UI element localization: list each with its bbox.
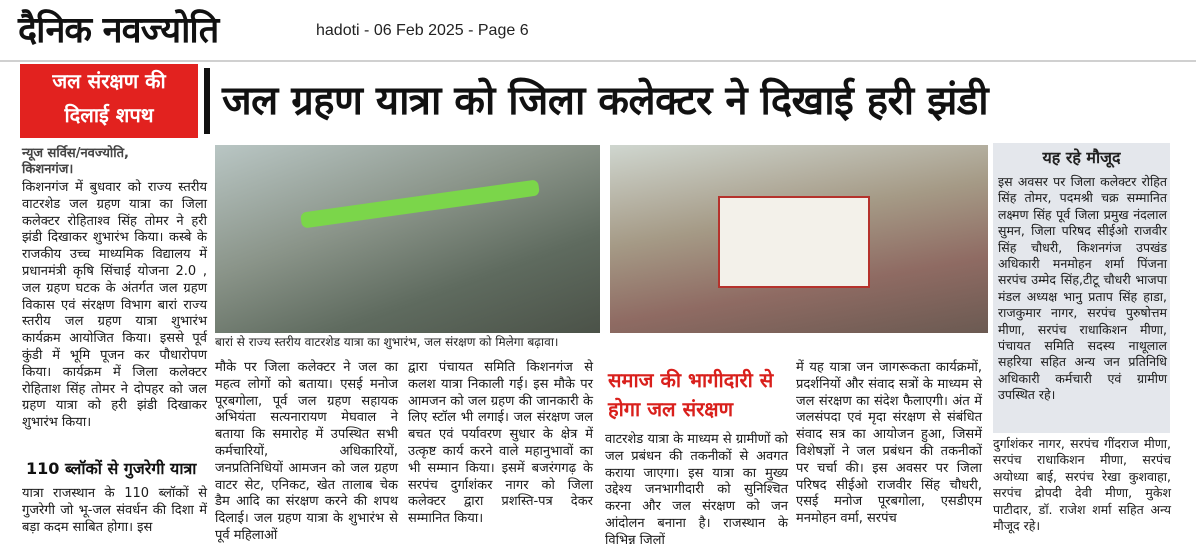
article-column-1b: यात्रा राजस्थान के 110 ब्लॉकों से गुजरेगी जो भू-जल संवर्धन की दिशा में बड़ा कदम साबित होगा। इस bbox=[22, 486, 207, 535]
side-label-line2: दिलाई शपथ bbox=[64, 103, 154, 127]
headline-bar bbox=[204, 68, 210, 134]
sidebar-title: यह रहे मौजूद bbox=[1042, 148, 1121, 167]
article-column-3: द्वारा पंचायत समिति किशनगंज से कलश यात्रा निकाली गई। इस मौके पर आमजन को जल ग्रहण की जानकारी के लिए स्टॉल भी लगाई। जल संरक्षण जल बचत एवं पर्यावरण सुधार के क्षेत्र में उत्कृष्ट कार्य करने वाले महानुभावों का भी सम्मान किया। इसमें बजरंगगढ़ के सरपंच दुर्गाशंकर नागर को जिला कलेक्टर द्वारा प्रशस्ति-पत्र देकर सम्मानित किया। bbox=[408, 360, 593, 527]
article-column-5: में यह यात्रा जन जागरूकता कार्यक्रमों, प्रदर्शनियों और संवाद सत्रों के माध्यम से जल संरक्षण का संदेश फैलाएगी। अंत में जलसंपदा एवं मृदा संरक्षण से संबंधित संवाद सत्र का आयोजन हुआ, जिसमें विशेषज्ञों ने जल प्रबंधन की तकनीकों पर चर्चा की। इस अवसर पर जिला परिषद सीईओ राजवीर सिंह चौधरी, एसई मनोज पूरबगोला, एसडीएम मनमोहन वर्मा, सरपंच bbox=[796, 360, 982, 527]
photo-flag-off bbox=[215, 145, 600, 333]
sidebar-text: इस अवसर पर जिला कलेक्टर रोहित सिंह तोमर, पदमश्री चक्र सम्मानित लक्ष्मण सिंह पूर्व जिला प्रमुख नंदलाल सुमन, जिला परिषद सीईओ राजवीर सिंह चौधरी, किशनगंज उपखंड अधिकारी मनमोहन शर्मा पिंजना सरपंच उम्मेद सिंह,टीटू चौधरी भाजपा मंडल अध्यक्ष भानु प्रताप सिंह हाडा, राजकुमार नागर, सरपंच पुरुषोत्तम मीणा, सरपंच राधाकिशन मीणा, पंचायत समिति सदस्य नाथूलाल सहरिया सहित अन्य जन प्रतिनिधि अधिकारी कर्मचारी एवं ग्रामीण उपस्थित रहे। bbox=[998, 174, 1167, 403]
masthead: दैनिक नवज्योति bbox=[18, 9, 219, 51]
article-column-1: किशनगंज में बुधवार को राज्य स्तरीय वाटरशेड जल ग्रहण यात्रा का जिला कलेक्टर रोहिताश्व सिंह तोमर ने हरी झंडी दिखाकर शुभारंभ किया। कस्बे के राजकीय उच्च माध्यमिक विद्यालय में प्रधानमंत्री कृषि सिंचाई योजना 2.0 , जल ग्रहण घटक के अंतर्गत जल ग्रहण विकास एवं संरक्षण विभाग बारां राज्य स्तरीय जल ग्रहण यात्रा शुभारंभ कार्यक्रम आयोजित किया। इससे पूर्व कुंडी में भूमि पूजन कर पौधारोपण किया। कार्यक्रम में जिला कलेक्टर रोहिताश सिंह तोमर ने दोपहर को जल ग्रहण यात्रा को हरी झंडी दिखाकर शुभारंभ किया। bbox=[22, 180, 207, 431]
byline bbox=[22, 146, 207, 178]
side-label-line1: जल संरक्षण की bbox=[52, 69, 166, 93]
article-column-2: मौके पर जिला कलेक्टर ने जल का महत्व लोगों को बताया। एसई मनोज पूरबगोला, पूर्व जल ग्रहण सहायक अभियंता सत्यनारायण मेघवाल ने बताया कि समारोह में उपस्थित सभी कर्मचारियों, अधिकारियों, जनप्रतिनिधियों आमजन को जल ग्रहण वाटर सेट, एनिकट, खेत तालाब चेक डैम आदि का संरक्षण करने की शपथ दिलाई। जल ग्रहण यात्रा के शुभारंभ से पूर्व महिलाओं bbox=[215, 360, 398, 543]
byline-line2: किशनगंज। bbox=[22, 162, 74, 177]
byline-line1: न्यूज सर्विस/नवज्योति, bbox=[22, 146, 129, 161]
subheading-participation: समाज की भागीदारी से होगा जल संरक्षण bbox=[608, 368, 774, 421]
subheading-blocks: 110 ब्लॉकों से गुजरेगी यात्रा bbox=[26, 459, 197, 478]
photo-caption: बारां से राज्य स्तरीय वाटरशेड यात्रा का शुभारंभ, जल संरक्षण को मिलेगा बढ़ावा। bbox=[215, 335, 559, 349]
article-column-4: वाटरशेड यात्रा के माध्यम से ग्रामीणों को जल प्रबंधन की तकनीकों से अवगत कराया जाएगा। इस यात्रा का मुख्य उद्देश्य जनभागीदारी को सुनिश्चित करना और जल संरक्षण को जन आंदोलन बनाना है। राजस्थान के विभिन्न जिलों bbox=[605, 432, 788, 548]
side-label-box bbox=[20, 64, 198, 138]
edition-label: hadoti - 06 Feb 2025 - Page 6 bbox=[316, 22, 529, 39]
divider bbox=[0, 60, 1196, 62]
event-banner bbox=[718, 196, 870, 288]
article-column-7: दुर्गाशंकर नागर, सरपंच गींदराज मीणा, सरपंच राधाकिशन मीणा, सरपंच अयोध्या बाई, सरपंच रेखा कुशवाहा, सरपंच द्रोपदी देवी मीणा, मुकेश पाटीदार, डॉ. राजेश शर्मा सहित अन्य मौजूद रहे। bbox=[993, 436, 1171, 534]
headline: जल ग्रहण यात्रा को जिला कलेक्टर ने दिखाई हरी झंडी bbox=[222, 78, 989, 124]
